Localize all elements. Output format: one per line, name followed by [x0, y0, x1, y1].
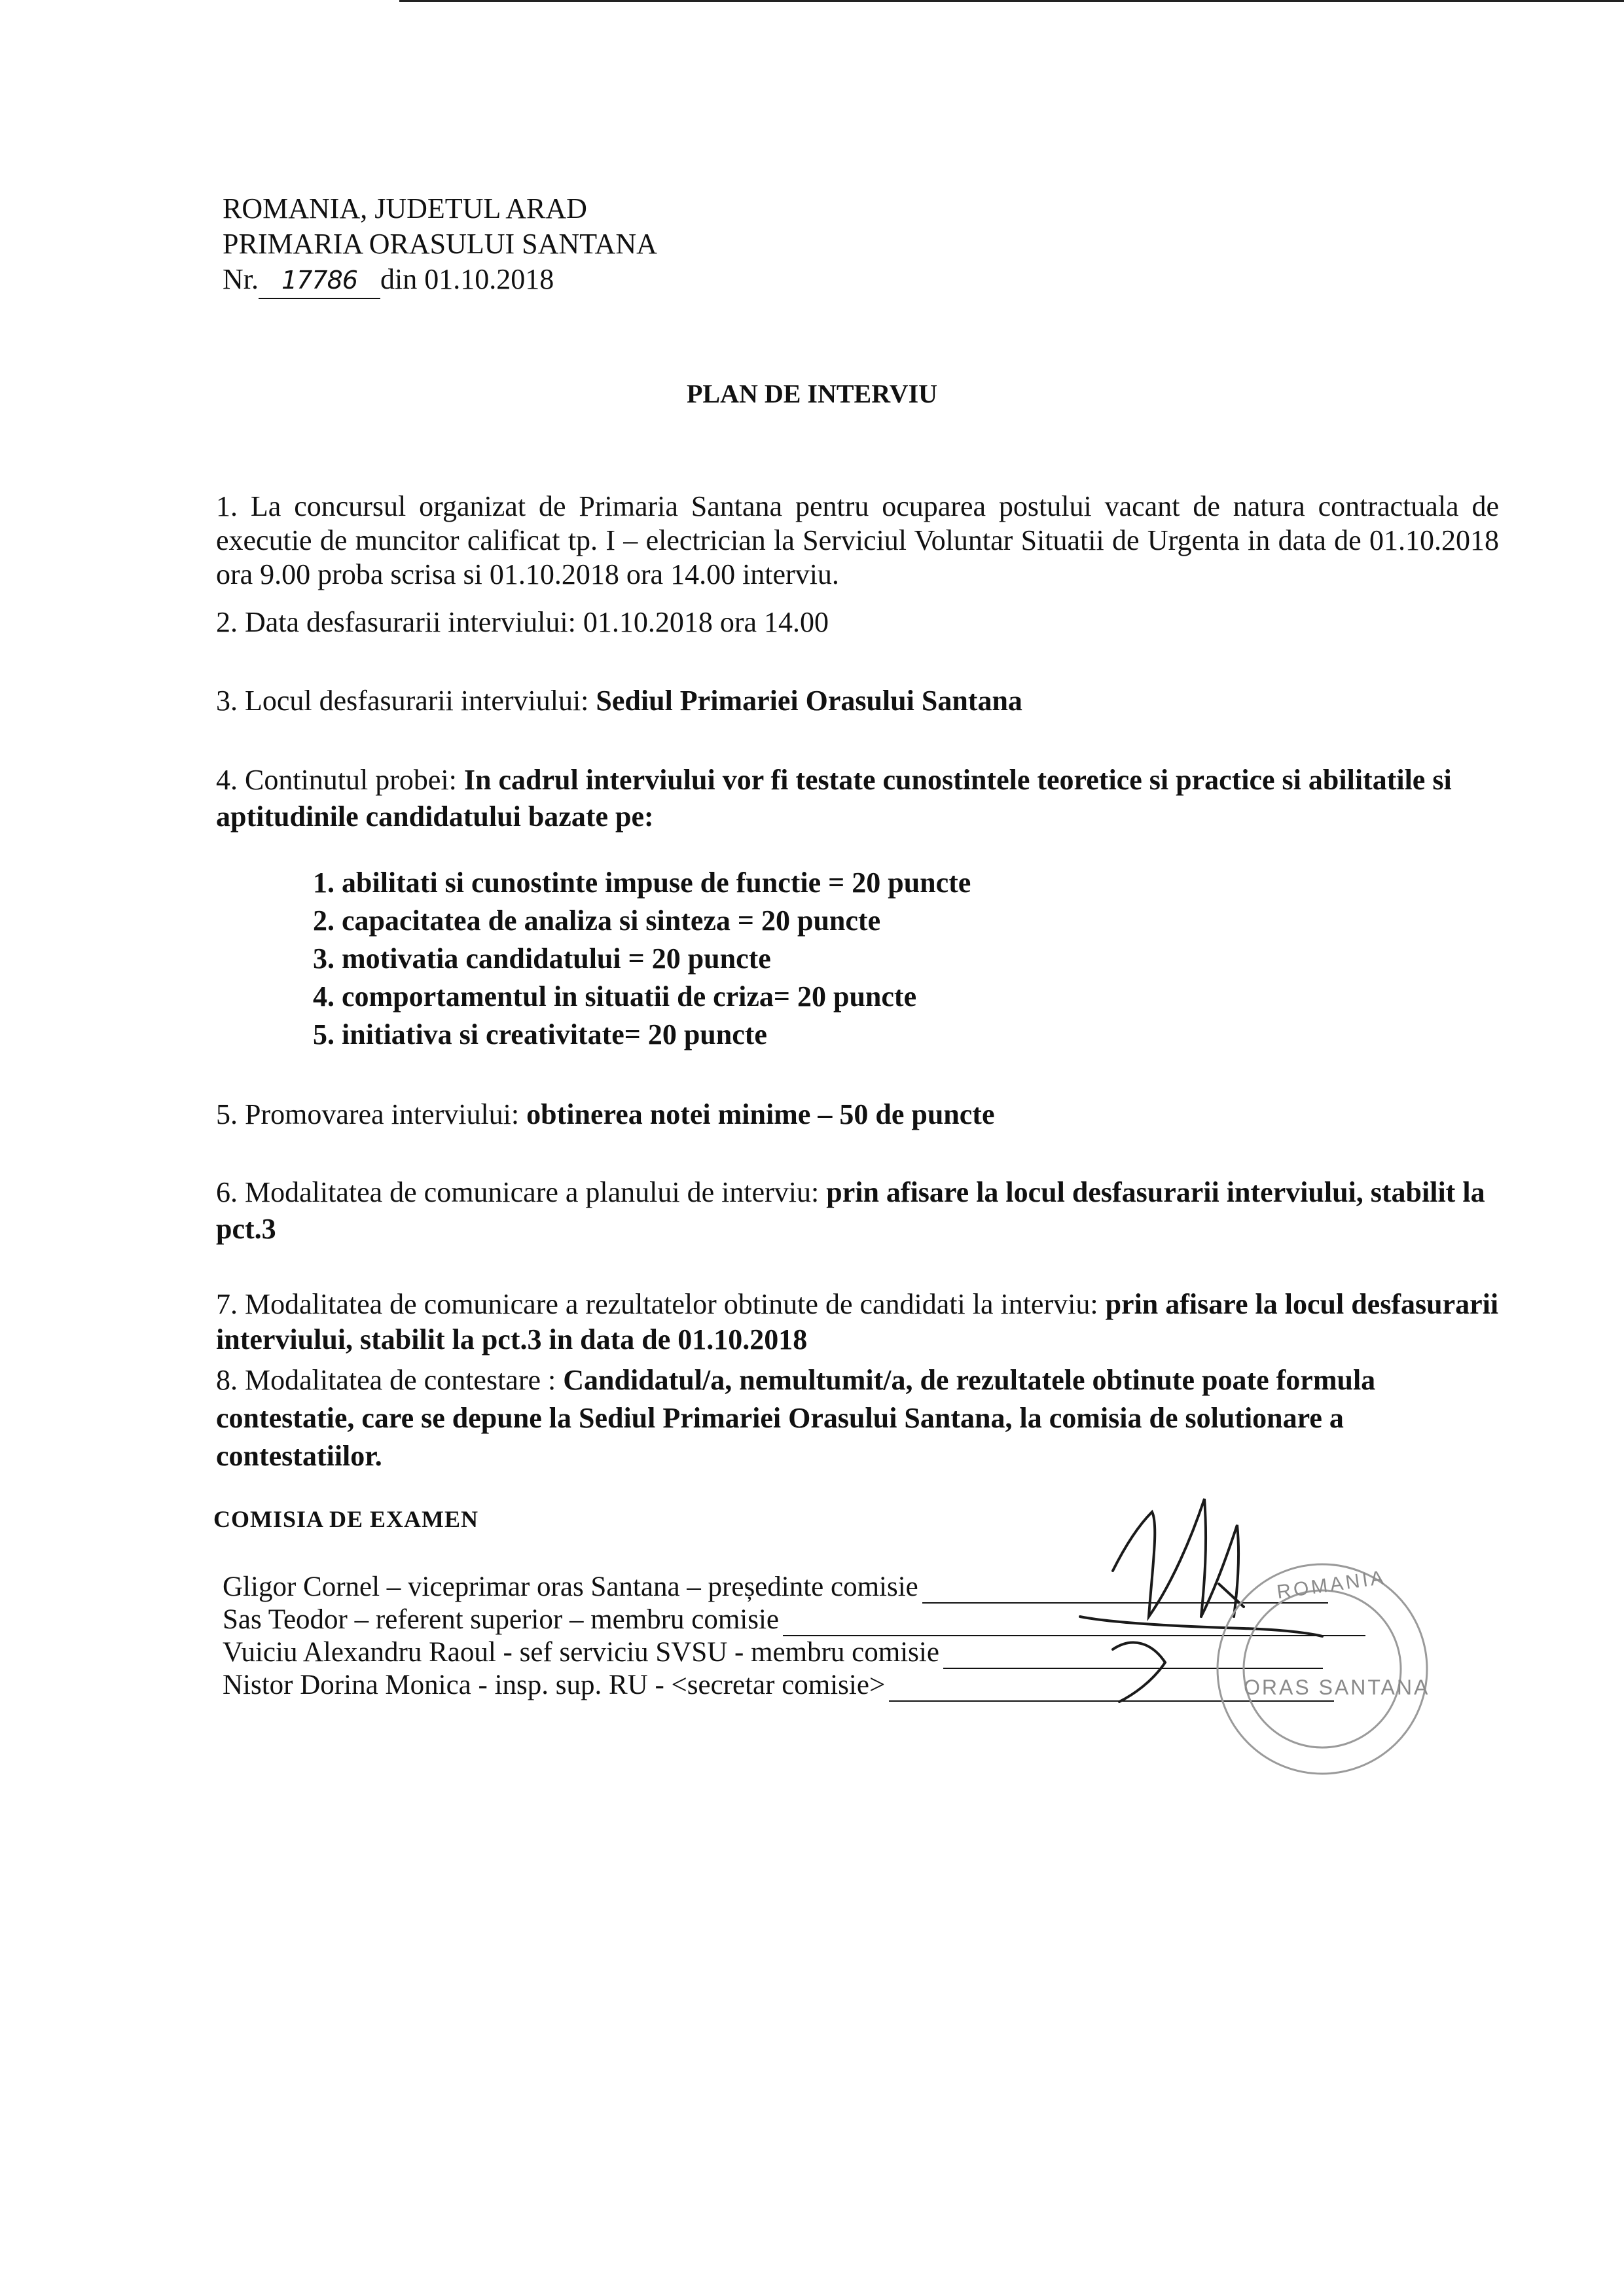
- criteria-item: 1. abilitati si cunostinte impuse de functie = 20 puncte: [313, 867, 971, 899]
- criteria-item: 5. initiativa si creativitate= 20 puncte: [313, 1018, 767, 1050]
- section-7-value: prin afisare la locul desfasurarii interviului, stabilit la pct.3 in data de 01.10.2018: [216, 1288, 1499, 1355]
- stamp-text-top: ROMANIA: [1275, 1566, 1388, 1604]
- section-4-label: 4. Continutul probei:: [216, 764, 464, 796]
- nr-prefix: Nr.: [223, 263, 259, 295]
- header-institution: PRIMARIA ORASULUI SANTANA: [223, 228, 657, 260]
- section-6-label: 6. Modalitatea de comunicare a planului de interviu:: [216, 1176, 827, 1208]
- section-3-value: Sediul Primariei Orasului Santana: [596, 685, 1022, 717]
- section-2: 2. Data desfasurarii interviului: 01.10.2018 ora 14.00: [216, 606, 829, 638]
- stamp-text-mid: ORAS SANTANA: [1244, 1676, 1430, 1699]
- section-4-value: In cadrul interviului vor fi testate cunostintele teoretice si practice si abilitatile si aptitudinile candidatului bazate pe:: [216, 764, 1452, 833]
- member-name: Sas Teodor – referent superior – membru comisie: [223, 1604, 779, 1635]
- nr-handwritten: 17786: [259, 262, 380, 299]
- member-name: Gligor Cornel – viceprimar oras Santana – președinte comisie: [223, 1571, 918, 1602]
- section-7-label: 7. Modalitatea de comunicare a rezultatelor obtinute de candidati la interviu:: [216, 1288, 1106, 1320]
- page-title: PLAN DE INTERVIU: [686, 379, 938, 408]
- member-name: Vuiciu Alexandru Raoul - sef serviciu SVSU - membru comisie: [223, 1637, 939, 1668]
- section-8-value: Candidatul/a, nemultumit/a, de rezultatele obtinute poate formula contestatie, care se depune la Sediul Primariei Orasului Santana, la comisia de solutionare a contestatiilor.: [216, 1364, 1376, 1472]
- member-name: Nistor Dorina Monica - insp. sup. RU - <secretar comisie>: [223, 1670, 886, 1700]
- commission-heading: COMISIA DE EXAMEN: [213, 1506, 479, 1532]
- section-6-value: prin afisare la locul desfasurarii interviului, stabilit la pct.3: [216, 1176, 1485, 1245]
- section-3-label: 3. Locul desfasurarii interviului:: [216, 685, 596, 717]
- header-county: ROMANIA, JUDETUL ARAD: [223, 192, 587, 224]
- section-5-value: obtinerea notei minime – 50 de puncte: [526, 1098, 995, 1130]
- section-8-label: 8. Modalitatea de contestare :: [216, 1364, 564, 1396]
- criteria-item: 4. comportamentul in situatii de criza= 20 puncte: [313, 980, 917, 1013]
- criteria-item: 3. motivatia candidatului = 20 puncte: [313, 942, 771, 975]
- section-1: 1. La concursul organizat de Primaria Santana pentru ocuparea postului vacant de natura contractuala de executie de muncitor calificat tp. I – electrician la Serviciul Voluntar Situatii de Urgenta in data de 01.10.2018 ora 9.00 proba scrisa si 01.10.2018 ora 14.00 interviu.: [216, 490, 1499, 590]
- nr-date: din 01.10.2018: [380, 263, 554, 295]
- section-5-label: 5. Promovarea interviului:: [216, 1098, 527, 1130]
- criteria-item: 2. capacitatea de analiza si sinteza = 20 puncte: [313, 905, 881, 937]
